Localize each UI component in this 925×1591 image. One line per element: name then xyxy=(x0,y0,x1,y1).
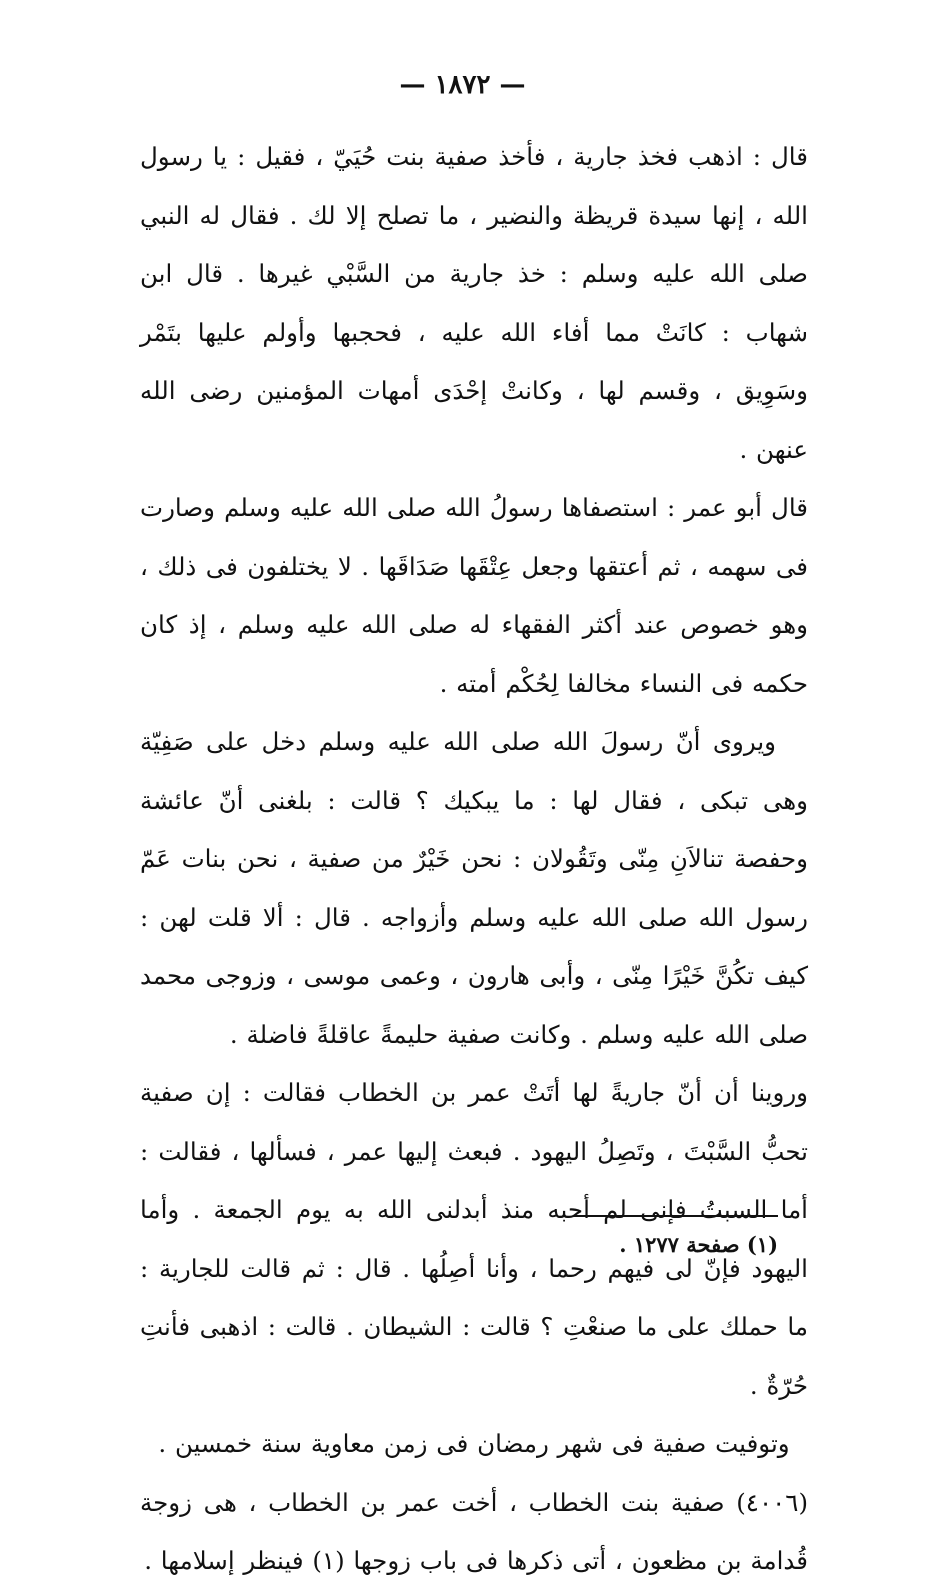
footnote-divider xyxy=(573,1215,778,1217)
paragraph-1: قال : اذهب فخذ جارية ، فأخذ صفية بنت حُيَيّ ، فقيل : يا رسول الله ، إنها سيدة قريظة والنضير ، ما تصلح إلا لك . فقال له النبي صلى الله عليه وسلم : خذ جارية من السَّبْي غيرها . قال ابن شهاب : كانَتْ مما أفاء الله عليه ، فحجبها وأولم عليها بتَمْر وسَوِيق ، وقسم لها ، وكانتْ إحْدَى أمهات المؤمنين رضى الله عنهن . xyxy=(140,142,808,464)
footnote: (١) صفحة ١٢٧٧ . xyxy=(619,1232,778,1257)
paragraph-2: قال أبو عمر : استصفاها رسولُ الله صلى الله عليه وسلم وصارت فى سهمه ، ثم أعتقها وجعل عِتْقَها صَدَاقَها . لا يختلفون فى ذلك ، وهو خصوص عند أكثر الفقهاء له صلى الله عليه وسلم ، إذ كان حكمه فى النساء مخالفا لِحُكْم أمته . xyxy=(140,493,808,698)
main-text xyxy=(140,128,808,1591)
paragraph-4: وروينا أن أنّ جاريةً لها أتَتْ عمر بن الخطاب فقالت : إن صفية تحبُّ السَّبْتَ ، وتَصِلُ اليهود . فبعث إليها عمر ، فسألها ، فقالت : أما السبتُ فإنى لم أحبه منذ أبدلنى الله به يوم الجمعة . وأما اليهود فإنّ لى فيهم رحما ، وأنا أصِلُها . قال : ثم قالت للجارية : ما حملك على ما صنعْتِ ؟ قالت : الشيطان . قالت : اذهبى فأنتِ حُرّةٌ . xyxy=(140,1078,808,1400)
closing-line: وتوفيت صفية فى شهر رمضان فى زمن معاوية سنة خمسين . xyxy=(158,1429,790,1458)
page-number: — ١٨٧٢ — xyxy=(399,70,526,100)
entry-paragraph: (٤٠٠٦) صفية بنت الخطاب ، أخت عمر بن الخطاب ، هى زوجة قُدامة بن مظعون ، أتى ذكرها فى باب زوجها (١) فينظر إسلامها . xyxy=(140,1487,808,1575)
paragraph-3: ويروى أنّ رسولَ الله صلى الله عليه وسلم دخل على صَفِيّة وهى تبكى ، فقال لها : ما يبكيك ؟ قالت : بلغنى أنّ عائشة وحفصة تنالاَنِ مِنّى وتَقُولان : نحن خَيْرٌ من صفية ، نحن بنات عَمّ رسول الله صلى الله عليه وسلم وأزواجه . قال : ألا قلت لهن : كيف تكُنَّ خَيْرًا مِنّى ، وأبى هارون ، وعمى موسى ، وزوجى محمد صلى الله عليه وسلم . وكانت صفية حليمةً عاقلةً فاضلة . xyxy=(140,727,808,1049)
